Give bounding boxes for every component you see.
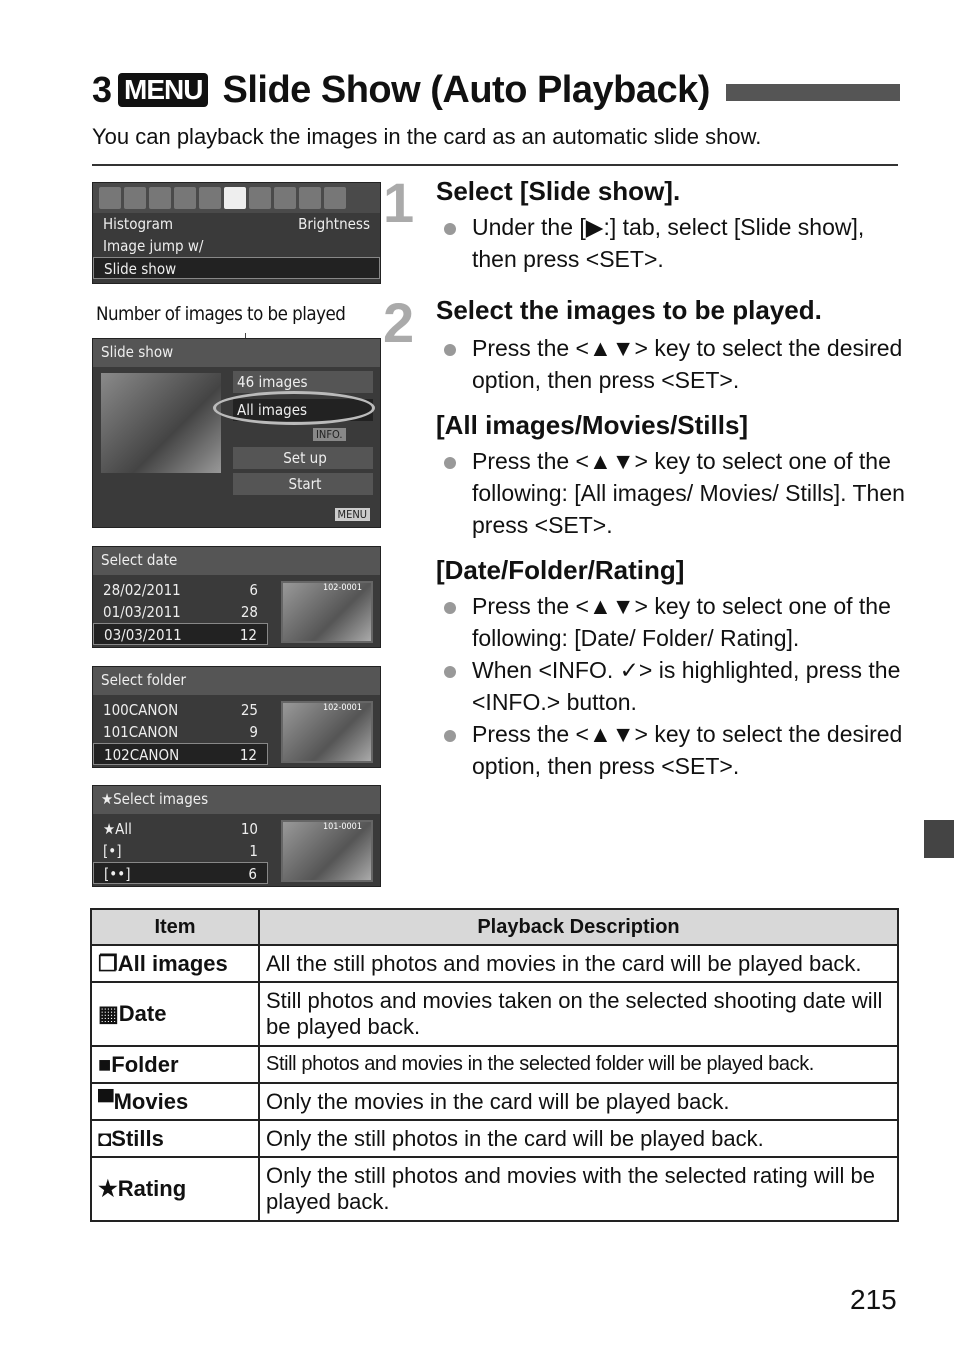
list-item	[93, 601, 268, 623]
folder-icon: ■	[98, 1051, 112, 1077]
table-cell-item	[91, 982, 259, 1046]
intro-text: You can playback the images in the card as an automatic slide show.	[92, 124, 762, 149]
table-cell-desc: Still photos and movies taken on the selected shooting date will be played back.	[259, 982, 898, 1046]
list-item-name: ★All	[103, 820, 132, 838]
menu-tab-icon	[149, 187, 171, 209]
image-id: 102-0001	[323, 703, 362, 713]
preview-image	[101, 373, 221, 473]
list-item	[93, 699, 268, 721]
page-number: 215	[850, 1284, 897, 1315]
highlight-oval	[213, 391, 375, 425]
table-cell-desc: Only the still photos and movies with the selected rating will be played back.	[259, 1157, 898, 1221]
table-cell-item	[91, 1157, 259, 1221]
tab-number: 3	[92, 69, 113, 110]
table-cell-item	[91, 945, 259, 982]
item-label: Date	[118, 1001, 167, 1026]
step-heading: Select the images to be played.	[436, 295, 822, 325]
list-item-count: 28	[240, 603, 258, 621]
table-cell-desc: Still photos and movies in the selected folder will be played back.	[259, 1046, 898, 1083]
image-option: All images	[233, 399, 373, 421]
list-item	[93, 818, 268, 840]
item-label: Rating	[117, 1176, 187, 1201]
screen-header: ★Select images	[93, 786, 380, 814]
menu-tab-icon	[274, 187, 296, 209]
item-label: All images	[117, 950, 228, 976]
table-cell-desc: All the still photos and movies in the card will be played back.	[259, 945, 898, 982]
all-images-icon: ❐	[98, 950, 118, 976]
menu-row	[93, 235, 380, 257]
list-item-count: 12	[239, 626, 257, 644]
list-item	[93, 579, 268, 601]
item-label: Movies	[113, 1088, 189, 1114]
divider	[92, 164, 898, 166]
menu-tab-icon	[324, 187, 346, 209]
select-images-screen	[92, 785, 381, 887]
image-id: 101-0001	[323, 822, 362, 832]
menu-tab-icon	[99, 187, 121, 209]
movie-icon: ▀	[98, 1088, 114, 1114]
list-item-name: 01/03/2011	[103, 603, 181, 621]
step-number: 1	[383, 171, 415, 234]
item-label: Stills	[111, 1125, 164, 1151]
item-label: Folder	[111, 1051, 179, 1077]
step-bullet: Press the <▲▼> key to select the desired option, then press <SET>.	[436, 332, 906, 396]
page-title: Slide Show (Auto Playback)	[222, 68, 710, 111]
table-cell-desc: Only the movies in the card will be played back.	[259, 1083, 898, 1120]
table-cell-desc: Only the still photos in the card will be played back.	[259, 1120, 898, 1157]
table-row	[91, 1157, 898, 1221]
step-bullet: Press the <▲▼> key to select one of the following: [All images/ Movies/ Stills]. Then press <SET>.	[436, 445, 906, 541]
menu-screen	[92, 182, 381, 284]
menu-tabs	[93, 183, 380, 213]
step-bullet: When <INFO. ✓> is highlighted, press the <INFO.> button.	[436, 654, 906, 718]
list-item-selected	[93, 623, 268, 645]
list-item-selected	[93, 862, 268, 884]
table-row	[91, 1083, 898, 1120]
step-number: 2	[383, 291, 415, 354]
table-row	[91, 982, 898, 1046]
list-item-count: 9	[249, 723, 258, 741]
select-folder-screen	[92, 666, 381, 768]
table-cell-item	[91, 1083, 259, 1120]
playback-table	[90, 908, 899, 1222]
list-item-name: 102CANON	[104, 746, 180, 764]
list-item-name: [••]	[104, 865, 131, 883]
table-header-row	[91, 909, 898, 945]
list-item-count: 10	[240, 820, 258, 838]
menu-tab-icon	[249, 187, 271, 209]
playback-tab-icon	[224, 187, 246, 209]
list-item-name: 28/02/2011	[103, 581, 181, 599]
start-option: Start	[233, 473, 373, 495]
screen-caption: Number of images to be played	[96, 303, 346, 325]
step-1	[436, 176, 906, 275]
step-bullet: Press the <▲▼> key to select one of the following: [Date/ Folder/ Rating].	[436, 590, 906, 654]
subheading: [All images/Movies/Stills]	[436, 410, 749, 440]
list-item-name: 101CANON	[103, 723, 179, 741]
table-row	[91, 1120, 898, 1157]
star-icon: ★	[98, 1176, 118, 1201]
camera-icon: ◘	[98, 1125, 112, 1151]
list-item-selected	[93, 743, 268, 765]
table-header: Item	[91, 909, 259, 945]
list-item	[93, 840, 268, 862]
menu-tab-icon	[299, 187, 321, 209]
image-id: 102-0001	[323, 583, 362, 593]
menu-tab-icon	[124, 187, 146, 209]
page-title-row	[92, 66, 900, 114]
menu-row	[93, 213, 380, 235]
info-badge: INFO.	[313, 428, 346, 441]
menu-row-value: Brightness	[298, 215, 370, 233]
menu-return-badge: MENU	[335, 508, 370, 521]
step-2	[436, 295, 906, 782]
step-bullet: Under the [▶:] tab, select [Slide show], then press <SET>.	[436, 211, 906, 275]
list-item-name: 03/03/2011	[104, 626, 182, 644]
list-item-count: 12	[239, 746, 257, 764]
step-heading: Select [Slide show].	[436, 176, 681, 206]
menu-row-label: Slide show	[104, 260, 177, 278]
screen-header: Slide show	[93, 339, 380, 367]
list-item-count: 6	[249, 581, 258, 599]
list-item-count: 6	[248, 865, 257, 883]
list-item-name: [•]	[103, 842, 122, 860]
list-item-count: 1	[249, 842, 258, 860]
subheading: [Date/Folder/Rating]	[436, 555, 685, 585]
table-cell-item	[91, 1120, 259, 1157]
screen-header: Select date	[93, 547, 380, 575]
screen-header: Select folder	[93, 667, 380, 695]
select-date-screen	[92, 546, 381, 648]
table-cell-item	[91, 1046, 259, 1083]
title-bar-decoration	[726, 84, 900, 101]
menu-row-selected	[93, 257, 380, 279]
list-item-name: 100CANON	[103, 701, 179, 719]
slideshow-screen	[92, 338, 381, 528]
menu-row-label: Histogram	[103, 215, 174, 233]
table-row	[91, 1046, 898, 1083]
list-item-count: 25	[240, 701, 258, 719]
list-item	[93, 721, 268, 743]
step-bullet: Press the <▲▼> key to select the desired option, then press <SET>.	[436, 718, 906, 782]
menu-badge: MENU	[118, 73, 208, 107]
date-icon: ▦	[98, 1001, 119, 1026]
image-count: 46 images	[233, 371, 373, 393]
table-row	[91, 945, 898, 982]
chapter-tab-marker	[924, 820, 954, 858]
menu-tab-icon	[174, 187, 196, 209]
setup-option: Set up	[233, 447, 373, 469]
menu-row-label: Image jump w/	[103, 237, 204, 255]
menu-tab-icon	[199, 187, 221, 209]
table-header: Playback Description	[259, 909, 898, 945]
